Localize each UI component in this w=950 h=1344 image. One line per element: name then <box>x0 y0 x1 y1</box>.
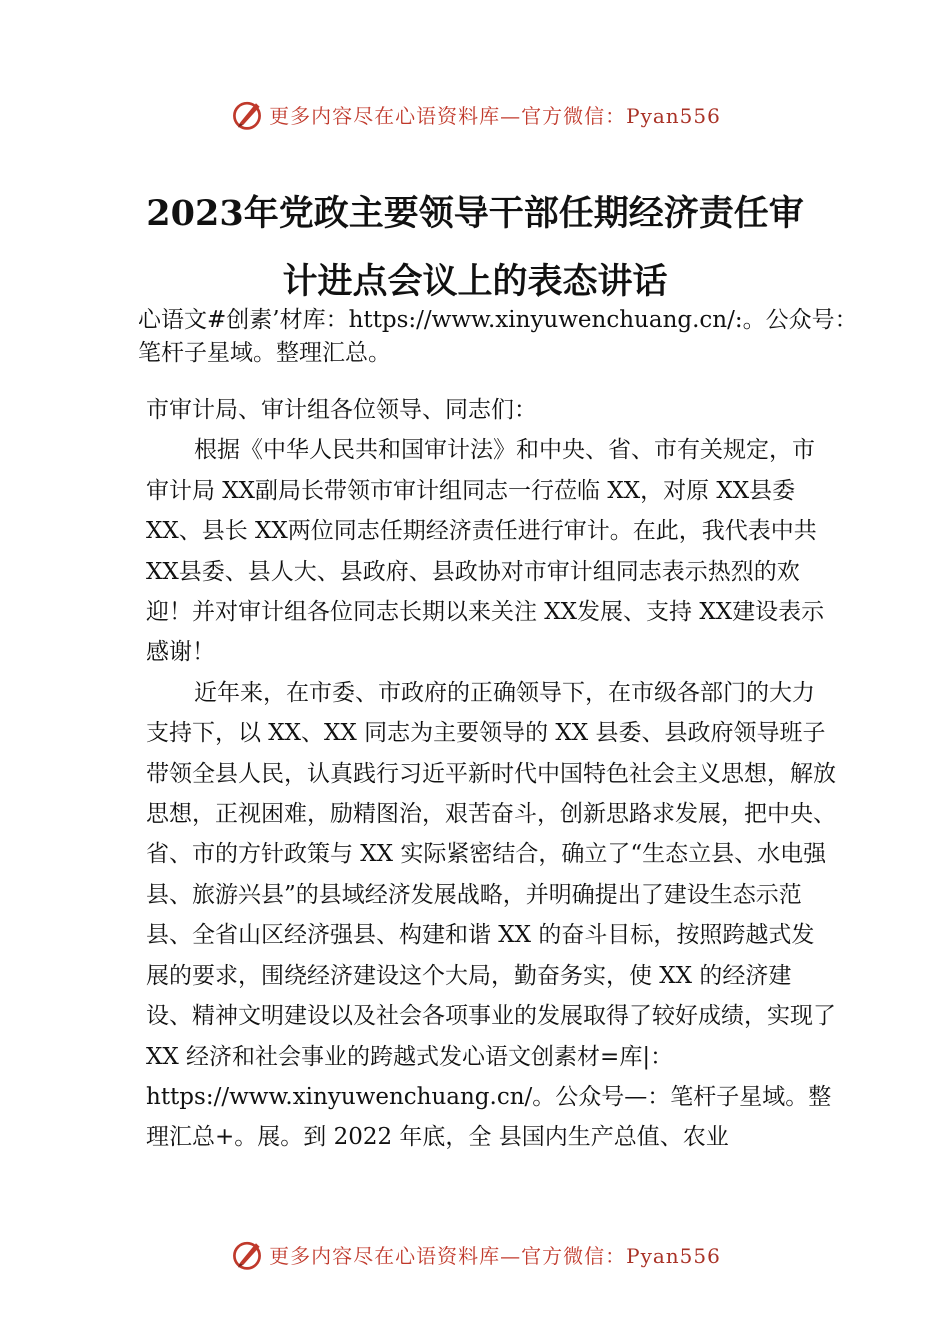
document-body <box>146 390 836 1158</box>
paragraph-2: 近年来，在市委、市政府的正确领导下，在市级各部门的大力支持下，以 XX、XX 同志为主要领导的 XX 县委、县政府领导班子带领全县人民，认真践行习近平新时代中国特色社会主义思想，解放思想，正视困难，励精图治，艰苦奋斗，创新思路求发展，把中央、省、市的方针政策与 XX 实际紧密结合，确立了“生态立县、水电强县、旅游兴县”的县域经济发展战略，并明确提出了建设生态示范县、全省山区经济强县、构建和谐 XX 的奋斗目标，按照跨越式发展的要求，围绕经济建设这个大局，勤奋务实，使 XX 的经济建设、精神文明建设以及社会各项事业的发展取得了较好成绩，实现了 XX 经济和社会事业的跨越式发心语文创素材=库|：https://www.xinyuwenchuang.cn/。公众号—：笔杆子星域。整理汇总+。展。到 2022 年底，全 县国内生产总值、农业 <box>146 679 836 1151</box>
title-line-1: 2023年党政主要领导干部任期经济责任审 <box>146 193 804 234</box>
header-watermark-banner <box>0 92 950 136</box>
title-line-2: 计进点会议上的表态讲话 <box>282 261 668 302</box>
watermark-text: 更多内容尽在心语资料库—官方微信：Pyan556 <box>269 103 721 128</box>
footer-watermark-banner <box>0 1232 950 1276</box>
greeting: 市审计局、审计组各位领导、同志们： <box>146 397 537 423</box>
source-note: 心语文#创素’材库：https://www.xinyuwenchuang.cn/:。公众号：笔杆子星域。整理汇总。 <box>138 307 858 366</box>
pen-logo-icon <box>229 1236 265 1272</box>
watermark-text: 更多内容尽在心语资料库—官方微信：Pyan556 <box>269 1243 721 1268</box>
wechat-id: Pyan556 <box>626 103 721 128</box>
document-title <box>120 180 830 316</box>
wechat-id: Pyan556 <box>626 1243 721 1268</box>
paragraph-1: 根据《中华人民共和国审计法》和中央、省、市有关规定，市审计局 XX副局长带领市审计组同志一行莅临 XX，对原 XX县委 XX、县长 XX两位同志任期经济责任进行审计。在此，我代表中共 XX县委、县人大、县政府、县政协对市审计组同志表示热烈的欢迎！并对审计组各位同志长期以来关注 XX发展、支持 XX建设表示感谢！ <box>146 437 825 666</box>
pen-logo-icon <box>229 96 265 132</box>
